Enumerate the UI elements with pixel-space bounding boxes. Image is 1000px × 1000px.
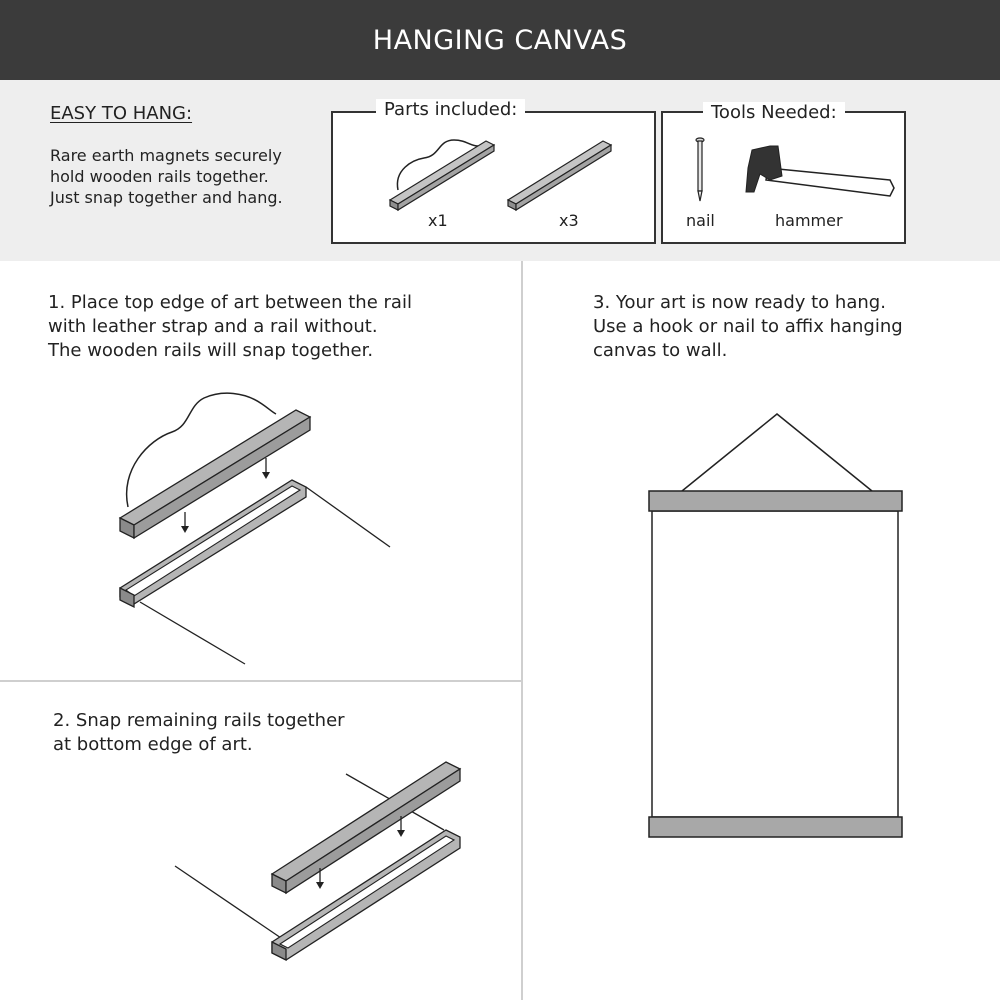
tool-label: nail [686, 211, 715, 230]
canvas-art [652, 511, 898, 817]
step-line: 2. Snap remaining rails together [53, 710, 345, 731]
bottom-rail [649, 817, 902, 837]
step-line: Use a hook or nail to affix hanging [593, 316, 903, 337]
page-title: HANGING CANVAS [372, 24, 628, 56]
step-line: The wooden rails will snap together. [48, 340, 374, 361]
step-line: at bottom edge of art. [53, 734, 253, 755]
intro-line: Rare earth magnets securely [50, 146, 282, 165]
part-qty: x3 [559, 211, 579, 230]
step-line: with leather strap and a rail without. [48, 316, 378, 337]
easy-to-hang-heading: EASY TO HANG: [50, 103, 193, 124]
intro-line: hold wooden rails together. [50, 167, 269, 186]
intro-line: Just snap together and hang. [50, 188, 283, 207]
top-rail [649, 491, 902, 511]
part-qty: x1 [428, 211, 448, 230]
hanging-strap [682, 414, 872, 491]
tools-needed-title: Tools Needed: [703, 102, 845, 123]
tool-label: hammer [775, 211, 843, 230]
step-line: 3. Your art is now ready to hang. [593, 292, 886, 313]
step-line: canvas to wall. [593, 340, 728, 361]
step-line: 1. Place top edge of art between the rail [48, 292, 412, 313]
parts-included-title: Parts included: [376, 99, 525, 120]
